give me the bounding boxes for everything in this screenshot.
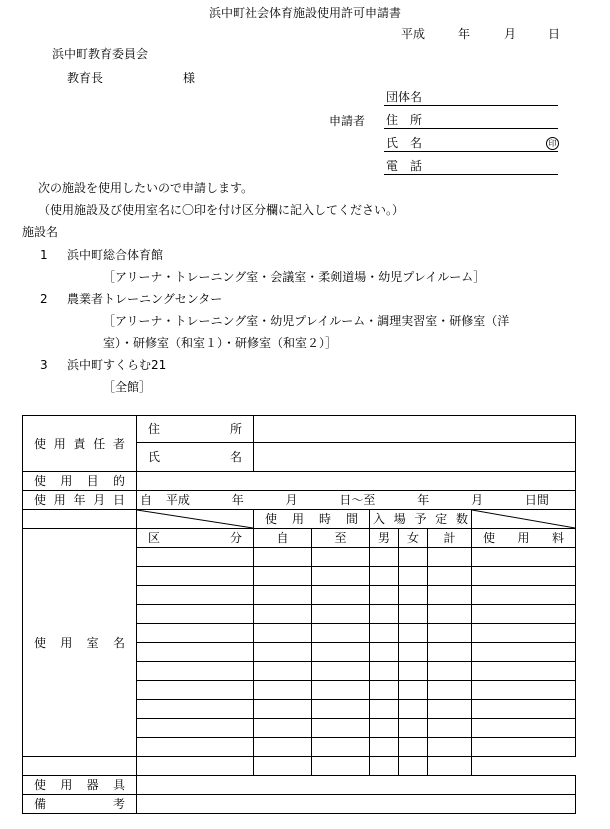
cell[interactable]: [254, 567, 312, 586]
cell[interactable]: [312, 662, 370, 681]
cell[interactable]: [254, 738, 312, 757]
facilities-heading: 施設名: [22, 225, 59, 239]
applicant-label: 申請者: [329, 114, 366, 128]
cell[interactable]: [428, 567, 472, 586]
cell[interactable]: [254, 624, 312, 643]
cell[interactable]: [472, 624, 576, 643]
cell[interactable]: [137, 700, 254, 719]
cell[interactable]: [137, 662, 254, 681]
cell[interactable]: [137, 719, 254, 738]
cell[interactable]: [254, 719, 312, 738]
cell[interactable]: [370, 643, 399, 662]
cell[interactable]: [312, 624, 370, 643]
cell[interactable]: [399, 738, 428, 757]
date-days-label: 日間: [524, 493, 549, 507]
cell[interactable]: [137, 643, 254, 662]
recipient-honorific: 様: [183, 71, 196, 85]
cell[interactable]: [254, 700, 312, 719]
responsible-name-label-cell: [137, 443, 254, 472]
cell[interactable]: [428, 700, 472, 719]
usage-date-label: 使 用 年 月 日: [34, 493, 125, 507]
cell[interactable]: [399, 662, 428, 681]
cell[interactable]: [137, 548, 254, 567]
cell[interactable]: [23, 757, 137, 776]
cell[interactable]: [370, 700, 399, 719]
date-month-label: 月: [504, 27, 517, 41]
facility-3-rooms: ［全館］: [103, 380, 152, 394]
cell[interactable]: [370, 624, 399, 643]
cell[interactable]: [312, 605, 370, 624]
intro-line-2: （使用施設及び使用室名に〇印を付け区分欄に記入してください。）: [38, 203, 405, 217]
cell[interactable]: [399, 586, 428, 605]
responsible-address-label-cell: [137, 416, 254, 443]
phone-field[interactable]: [384, 158, 558, 175]
date-year-label: 年: [231, 493, 244, 507]
cell[interactable]: [428, 643, 472, 662]
attendance-label-cell: [370, 510, 472, 529]
seal-mark: 印: [546, 137, 559, 150]
remarks-label: 備 考: [34, 797, 125, 811]
col-to-header: 至: [312, 529, 370, 548]
cell[interactable]: [254, 757, 312, 776]
responsible-name-label: 氏 名: [148, 450, 242, 464]
cell[interactable]: [370, 567, 399, 586]
cell[interactable]: [428, 548, 472, 567]
cell[interactable]: [472, 681, 576, 700]
address-label: 住 所: [386, 113, 423, 127]
cell[interactable]: [428, 719, 472, 738]
cell[interactable]: [137, 586, 254, 605]
responsible-address-label: 住 所: [148, 422, 242, 436]
purpose-label: 使 用 目 的: [34, 474, 125, 488]
cell[interactable]: [312, 700, 370, 719]
recipient-org: 浜中町教育委員会: [52, 47, 149, 61]
remarks-input[interactable]: [137, 795, 576, 814]
col-from-header: 自: [254, 529, 312, 548]
cell[interactable]: [370, 681, 399, 700]
responsible-label-cell: [23, 416, 137, 472]
cell[interactable]: [254, 605, 312, 624]
intro-line-1: 次の施設を使用したいので申請します。: [38, 181, 254, 195]
facility-1-name: 浜中町総合体育館: [67, 248, 164, 262]
date-from-label: 自: [140, 493, 153, 507]
cell[interactable]: [137, 681, 254, 700]
cell[interactable]: [370, 738, 399, 757]
date-label-cell: [23, 491, 137, 510]
cell[interactable]: [137, 624, 254, 643]
room-label-cell: [23, 529, 137, 757]
col-fee-label: 使 用 料: [483, 531, 565, 545]
name-label: 氏 名: [386, 136, 423, 150]
facility-2-name: 農業者トレーニングセンター: [67, 292, 223, 306]
facility-1-rooms: ［アリーナ・トレーニング室・会議室・柔剣道場・幼児プレイルーム］: [103, 270, 486, 284]
diagonal-cell-right: [472, 510, 576, 529]
cell[interactable]: [472, 700, 576, 719]
cell[interactable]: [254, 643, 312, 662]
attendance-label: 入 場 予 定 数: [373, 512, 468, 526]
cell[interactable]: [399, 757, 428, 776]
cell[interactable]: [312, 719, 370, 738]
cell[interactable]: [137, 605, 254, 624]
cell[interactable]: [472, 738, 576, 757]
purpose-label-cell: [23, 472, 137, 491]
date-era-label: 平成: [165, 493, 190, 507]
blank-cell: [23, 510, 137, 529]
responsible-address-input[interactable]: [254, 416, 576, 443]
col-category-label: 区 分: [148, 531, 242, 545]
cell[interactable]: [428, 624, 472, 643]
equipment-input[interactable]: [137, 776, 576, 795]
form-title: 浜中町社会体育施設使用許可申請書: [208, 6, 401, 20]
time-label-cell: [254, 510, 370, 529]
cell[interactable]: [254, 662, 312, 681]
date-era: 平成: [401, 27, 426, 41]
cell[interactable]: [428, 662, 472, 681]
time-label: 使 用 時 間: [265, 512, 358, 526]
cell[interactable]: [312, 757, 370, 776]
facility-3-name: 浜中町すくらむ21: [67, 358, 167, 372]
responsible-label: 使 用 責 任 者: [34, 436, 125, 451]
cell[interactable]: [399, 548, 428, 567]
cell[interactable]: [137, 757, 254, 776]
col-male-header: 男: [370, 529, 399, 548]
cell[interactable]: [428, 681, 472, 700]
cell[interactable]: [370, 548, 399, 567]
phone-label: 電 話: [386, 159, 423, 173]
cell[interactable]: [312, 586, 370, 605]
equipment-label-cell: [23, 776, 137, 795]
cell[interactable]: [472, 643, 576, 662]
cell[interactable]: [370, 662, 399, 681]
cell[interactable]: [254, 586, 312, 605]
cell[interactable]: [137, 567, 254, 586]
cell[interactable]: [428, 738, 472, 757]
cell[interactable]: [312, 548, 370, 567]
col-total-header: 計: [428, 529, 472, 548]
cell[interactable]: [399, 643, 428, 662]
cell[interactable]: [399, 719, 428, 738]
facility-2-rooms-line-2: 室）・研修室（和室１）・研修室（和室２）］: [103, 336, 338, 350]
cell[interactable]: [370, 719, 399, 738]
facility-2-num: 2: [40, 292, 48, 306]
table-row: [23, 757, 576, 776]
cell[interactable]: [137, 738, 254, 757]
col-category-header: [137, 529, 254, 548]
date-day-to-label: 日～至: [339, 493, 376, 507]
cell[interactable]: [399, 567, 428, 586]
cell[interactable]: [254, 548, 312, 567]
cell[interactable]: [472, 662, 576, 681]
date-day-label: 日: [548, 27, 561, 41]
cell[interactable]: [428, 757, 472, 776]
remarks-label-cell: [23, 795, 137, 814]
date-month-label: 月: [285, 493, 298, 507]
facility-1-num: 1: [40, 248, 48, 262]
cell[interactable]: [312, 681, 370, 700]
cell[interactable]: [472, 605, 576, 624]
cell[interactable]: [312, 643, 370, 662]
facility-2-rooms-line-1: ［アリーナ・トレーニング室・幼児プレイルーム・調理実習室・研修室（洋: [103, 314, 510, 328]
responsible-name-input[interactable]: [254, 443, 576, 472]
usage-table: [22, 415, 576, 814]
group-name-label: 団体名: [386, 90, 423, 104]
cell[interactable]: [472, 586, 576, 605]
name-field[interactable]: [384, 135, 558, 152]
date-year2-label: 年: [417, 493, 430, 507]
cell[interactable]: [312, 567, 370, 586]
cell[interactable]: [399, 700, 428, 719]
usage-date-input[interactable]: [137, 491, 576, 510]
cell[interactable]: [472, 548, 576, 567]
cell[interactable]: [472, 567, 576, 586]
equipment-label: 使 用 器 具: [34, 778, 125, 792]
cell[interactable]: [472, 719, 576, 738]
purpose-input[interactable]: [137, 472, 576, 491]
cell[interactable]: [370, 605, 399, 624]
cell[interactable]: [370, 757, 399, 776]
facility-3-num: 3: [40, 358, 48, 372]
date-year-label: 年: [458, 27, 471, 41]
address-field[interactable]: [384, 112, 558, 129]
cell[interactable]: [370, 586, 399, 605]
cell[interactable]: [428, 605, 472, 624]
room-label: 使 用 室 名: [34, 635, 125, 650]
col-fee-header: [472, 529, 576, 548]
cell[interactable]: [399, 605, 428, 624]
recipient-title: 教育長: [67, 71, 104, 85]
cell[interactable]: [254, 681, 312, 700]
diagonal-cell-left: [137, 510, 254, 529]
col-female-header: 女: [399, 529, 428, 548]
cell[interactable]: [399, 681, 428, 700]
cell[interactable]: [428, 586, 472, 605]
date-month2-label: 月: [471, 493, 484, 507]
group-name-field[interactable]: [384, 89, 558, 106]
cell[interactable]: [312, 738, 370, 757]
cell[interactable]: [399, 624, 428, 643]
